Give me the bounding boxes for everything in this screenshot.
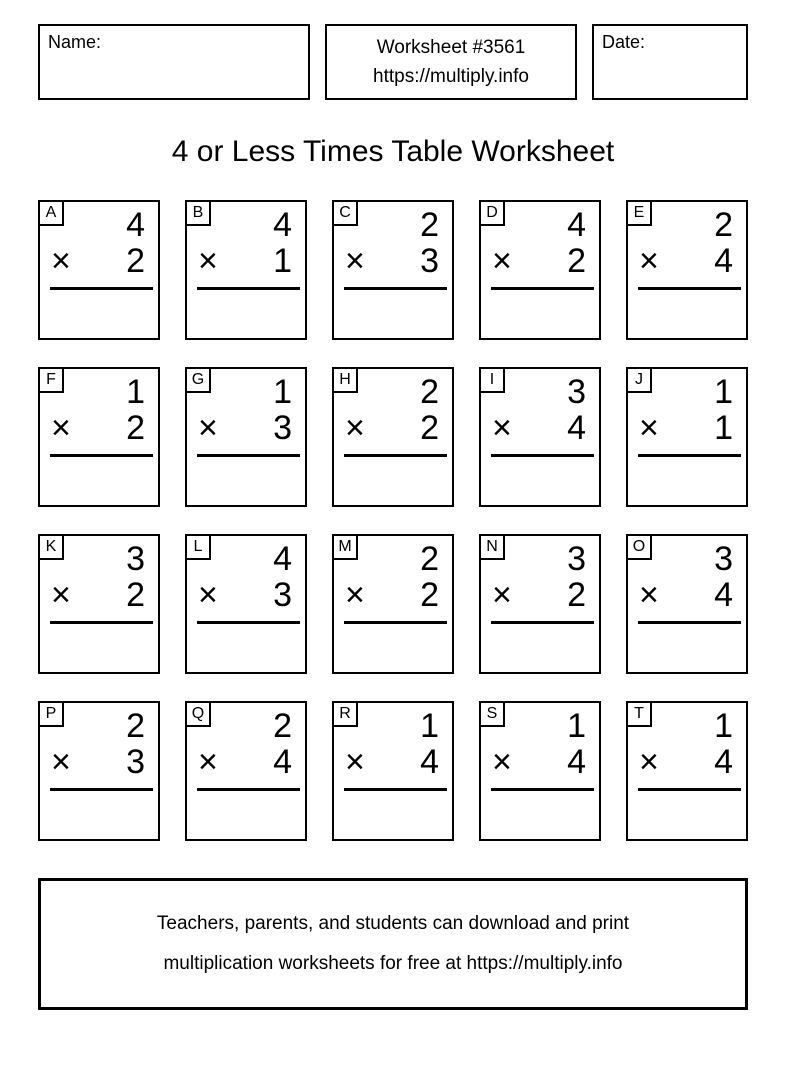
- multiplicand: 4: [126, 206, 145, 244]
- multiplier: 3: [273, 576, 292, 614]
- multiplier: 4: [273, 743, 292, 781]
- multiply-sign-icon: ×: [51, 409, 71, 447]
- date-field-box: [592, 24, 748, 100]
- problem-letter-label: J: [626, 367, 652, 393]
- multiply-sign-icon: ×: [492, 409, 512, 447]
- multiplicand: 2: [126, 707, 145, 745]
- problem-cell: [185, 534, 307, 674]
- answer-space: [628, 791, 746, 841]
- problem-cell: [626, 200, 748, 340]
- problem-cell: [38, 200, 160, 340]
- problems-grid: [38, 200, 748, 841]
- multiplicand: 1: [420, 707, 439, 745]
- problem-cell: [332, 534, 454, 674]
- multiplicand: 4: [567, 206, 586, 244]
- multiplicand: 1: [714, 373, 733, 411]
- problem-letter-label: L: [185, 534, 211, 560]
- problem-cell: [185, 367, 307, 507]
- answer-space: [334, 791, 452, 841]
- multiply-sign-icon: ×: [639, 743, 659, 781]
- multiplicand: 3: [567, 540, 586, 578]
- name-field-box: [38, 24, 310, 100]
- multiply-sign-icon: ×: [639, 409, 659, 447]
- date-label: Date:: [602, 32, 646, 52]
- multiplier: 2: [420, 409, 439, 447]
- multiply-sign-icon: ×: [51, 242, 71, 280]
- multiply-sign-icon: ×: [345, 576, 365, 614]
- problem-cell: [626, 701, 748, 841]
- answer-space: [628, 290, 746, 340]
- answer-space: [187, 290, 305, 340]
- problem-cell: [479, 200, 601, 340]
- problem-cell: [626, 534, 748, 674]
- multiply-sign-icon: ×: [198, 576, 218, 614]
- multiplier: 1: [714, 409, 733, 447]
- multiplicand: 3: [567, 373, 586, 411]
- multiplier: 4: [714, 576, 733, 614]
- multiply-sign-icon: ×: [345, 743, 365, 781]
- problem-cell: [332, 367, 454, 507]
- problem-letter-label: A: [38, 200, 64, 226]
- answer-space: [187, 791, 305, 841]
- problem-cell: [332, 200, 454, 340]
- multiplicand: 2: [420, 373, 439, 411]
- problem-cell: [38, 701, 160, 841]
- problem-cell: [185, 200, 307, 340]
- problem-letter-label: T: [626, 701, 652, 727]
- multiplier: 4: [714, 743, 733, 781]
- answer-space: [481, 791, 599, 841]
- problem-letter-label: C: [332, 200, 358, 226]
- multiplicand: 2: [420, 206, 439, 244]
- problem-letter-label: F: [38, 367, 64, 393]
- multiplicand: 3: [714, 540, 733, 578]
- multiplicand: 2: [420, 540, 439, 578]
- problem-letter-label: P: [38, 701, 64, 727]
- multiplier: 3: [420, 242, 439, 280]
- problem-letter-label: H: [332, 367, 358, 393]
- answer-space: [187, 457, 305, 507]
- answer-space: [334, 290, 452, 340]
- multiplier: 2: [567, 242, 586, 280]
- multiplier: 2: [126, 409, 145, 447]
- footer-box: [38, 878, 748, 1010]
- multiplier: 2: [126, 242, 145, 280]
- problem-letter-label: R: [332, 701, 358, 727]
- problem-letter-label: Q: [185, 701, 211, 727]
- answer-space: [628, 457, 746, 507]
- multiplicand: 1: [714, 707, 733, 745]
- multiplicand: 4: [273, 206, 292, 244]
- multiplier: 2: [126, 576, 145, 614]
- problem-letter-label: S: [479, 701, 505, 727]
- problem-cell: [38, 534, 160, 674]
- multiply-sign-icon: ×: [492, 242, 512, 280]
- worksheet-number: Worksheet #3561: [376, 37, 526, 58]
- answer-space: [40, 457, 158, 507]
- multiply-sign-icon: ×: [198, 242, 218, 280]
- multiply-sign-icon: ×: [345, 409, 365, 447]
- multiply-sign-icon: ×: [198, 743, 218, 781]
- footer-line-2: multiplication worksheets for free at https://multiply.info: [163, 953, 623, 974]
- header: [38, 24, 748, 100]
- problem-cell: [332, 701, 454, 841]
- problem-letter-label: N: [479, 534, 505, 560]
- problem-cell: [479, 534, 601, 674]
- multiplier: 4: [567, 409, 586, 447]
- problem-letter-label: O: [626, 534, 652, 560]
- problem-letter-label: K: [38, 534, 64, 560]
- answer-space: [628, 624, 746, 674]
- multiplicand: 1: [273, 373, 292, 411]
- problem-cell: [479, 701, 601, 841]
- answer-space: [481, 624, 599, 674]
- answer-space: [40, 290, 158, 340]
- answer-space: [40, 624, 158, 674]
- multiplicand: 2: [714, 206, 733, 244]
- problem-letter-label: B: [185, 200, 211, 226]
- answer-space: [481, 457, 599, 507]
- multiplier: 4: [567, 743, 586, 781]
- answer-space: [481, 290, 599, 340]
- answer-space: [187, 624, 305, 674]
- multiply-sign-icon: ×: [639, 242, 659, 280]
- multiplier: 2: [420, 576, 439, 614]
- problem-cell: [185, 701, 307, 841]
- problem-letter-label: G: [185, 367, 211, 393]
- worksheet-info-box: [325, 24, 577, 100]
- multiplier: 4: [420, 743, 439, 781]
- problem-cell: [38, 367, 160, 507]
- worksheet-url: https://multiply.info: [373, 66, 529, 87]
- answer-space: [334, 457, 452, 507]
- answer-space: [40, 791, 158, 841]
- footer-line-1: Teachers, parents, and students can download and print: [156, 913, 630, 934]
- multiply-sign-icon: ×: [345, 242, 365, 280]
- multiplier: 4: [714, 242, 733, 280]
- problem-letter-label: M: [332, 534, 358, 560]
- multiply-sign-icon: ×: [51, 743, 71, 781]
- answer-space: [334, 624, 452, 674]
- multiplier: 3: [126, 743, 145, 781]
- problem-cell: [479, 367, 601, 507]
- multiplicand: 3: [126, 540, 145, 578]
- multiply-sign-icon: ×: [492, 576, 512, 614]
- problem-cell: [626, 367, 748, 507]
- multiplier: 1: [273, 242, 292, 280]
- multiplicand: 1: [126, 373, 145, 411]
- multiplicand: 2: [273, 707, 292, 745]
- worksheet-page: [0, 24, 786, 1080]
- multiplicand: 1: [567, 707, 586, 745]
- multiplier: 3: [273, 409, 292, 447]
- page-title: 4 or Less Times Table Worksheet: [171, 135, 615, 168]
- problem-letter-label: D: [479, 200, 505, 226]
- multiply-sign-icon: ×: [51, 576, 71, 614]
- multiply-sign-icon: ×: [198, 409, 218, 447]
- name-label: Name:: [48, 32, 102, 52]
- multiplier: 2: [567, 576, 586, 614]
- multiply-sign-icon: ×: [639, 576, 659, 614]
- problem-letter-label: E: [626, 200, 652, 226]
- multiplicand: 4: [273, 540, 292, 578]
- multiply-sign-icon: ×: [492, 743, 512, 781]
- problem-letter-label: I: [479, 367, 505, 393]
